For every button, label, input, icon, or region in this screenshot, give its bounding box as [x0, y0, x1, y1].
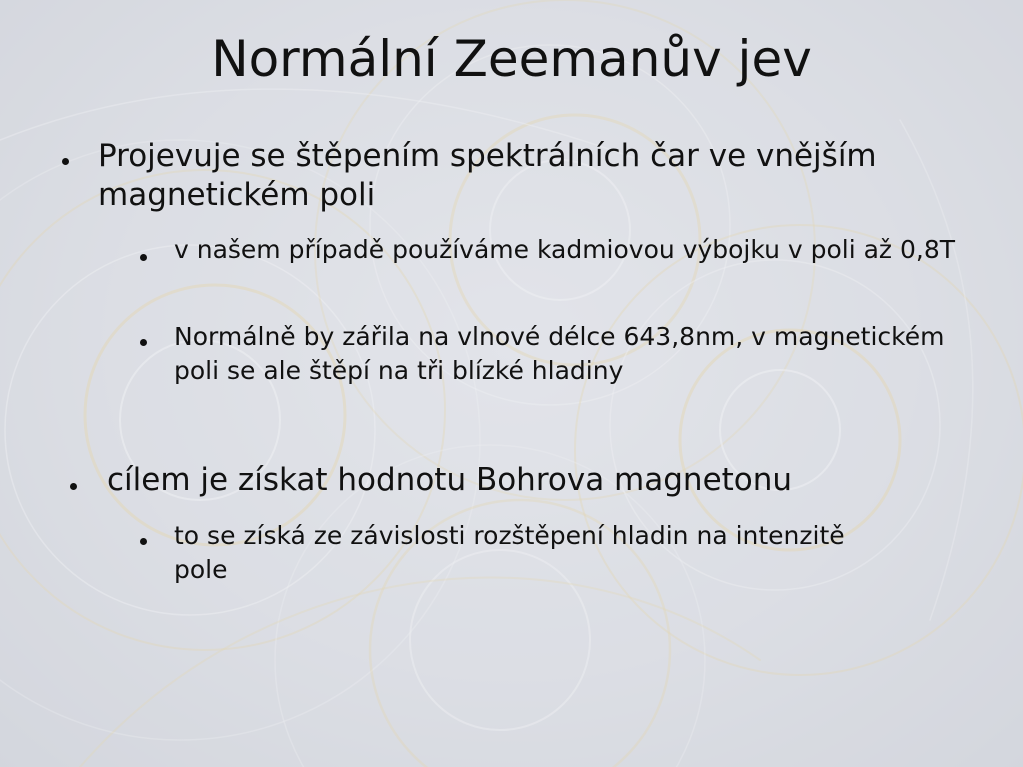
bullet-dot — [140, 538, 147, 545]
bullet-level1-text: cílem je získat hodnotu Bohrova magnetonu — [107, 462, 793, 498]
bullet-dot — [62, 158, 69, 165]
bullet-dot — [70, 483, 77, 490]
bullet-level2-text: v našem případě používáme kadmiovou výbojku v poli až 0,8T — [174, 235, 956, 264]
bullet-dot — [140, 339, 147, 346]
bullet-level2-text: to se získá ze závislosti rozštěpení hladin na intenzitě pole — [174, 521, 845, 584]
slide-title: Normální Zeemanův jev — [211, 30, 812, 88]
bullet-dot — [140, 254, 147, 261]
bullet-level1-text: Projevuje se štěpením spektrálních čar ve vnějším magnetickém poli — [98, 138, 877, 213]
bullet-level2-text: Normálně by zářila na vlnové délce 643,8nm, v magnetickém poli se ale štěpí na tři blízké hladiny — [174, 322, 945, 385]
